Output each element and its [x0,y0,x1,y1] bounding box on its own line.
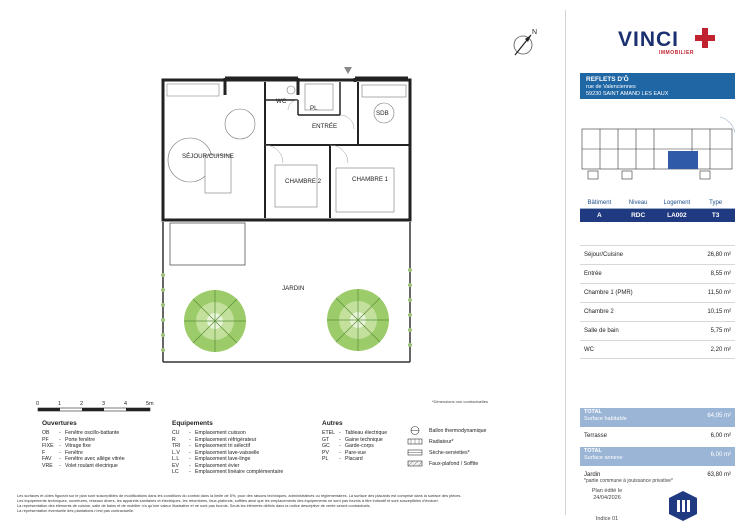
lot-highlight [668,151,698,169]
residence-name: REFLETS D'Ô [586,76,629,83]
ballon-icon [405,426,425,435]
legend-autres: Autres ETEL - Tableau électrique GT - Gaine technique GC - Garde-corps PV - Pare-vue PL - Placard [322,420,388,462]
symbol-label: Radiateur* [429,438,454,445]
room-label-pl: PL [310,105,318,112]
edition-indice: Indice 01 [595,516,619,522]
jardin-row: Jardin 63,80 m² *partie commune à jouissance privative* [584,472,731,484]
surface-row: WC 2,20 m² [580,340,735,359]
legend-equipements: Equipements CU - Emplacement cuisson R - Emplacement réfrigérateur TRI - Emplacement tri sélectif L.V - Emplacement lave-vaisselle L.L - Emplacement lave-linge EV - Emplacement évier LC - Emplacement linéaire complémentaire [172,420,284,475]
lot-value: RDC [631,212,646,219]
key-plan [580,103,735,193]
edition-date: Plan édité le 24/04/2026 [591,488,623,501]
brand-name: VINCI [618,28,680,51]
address-line1: rue de Valenciennes [586,84,636,90]
symbol-legend [405,425,565,469]
dimensions-note: *Dimensions non contractuelles [432,399,489,404]
scale-tick: 0 [36,401,40,407]
room-label-sejour: SÉJOUR/CUISINE [182,153,234,160]
scale-tick: 3 [102,401,106,407]
surface-row: Chambre 2 10,15 m² [580,302,735,321]
radiator-icon [405,437,425,446]
brand-sub: IMMOBILIER [659,50,694,56]
lot-header: Type [696,198,735,209]
lot-header: Niveau [619,198,658,209]
lot-header: Bâtiment [580,198,619,209]
compass-letter: N [532,29,538,36]
address-line2: 59230 SAINT AMAND LES EAUX [586,91,669,97]
tree-icon [184,290,246,352]
symbol-label: Ballon thermodynamique [429,427,487,434]
false-ceiling-icon [405,459,425,468]
scale-tick: 1 [58,401,62,407]
surface-row: Salle de bain 5,75 m² [580,321,735,340]
room-label-chambre2: CHAMBRE 2 [285,178,322,185]
entrance-arrow-icon [344,67,352,74]
room-label-wc: WC [276,98,287,105]
terrasse-row: Terrasse 6,00 m² [584,433,731,439]
room-label-jardin: JARDIN [282,285,305,292]
vinci-logo [618,22,736,58]
surface-row: Séjour/Cuisine 26,80 m² [580,245,735,264]
scale-bar [38,408,150,411]
lot-header: Logement [658,198,697,209]
legal-notice: Les surfaces et côtes figurant sur le plan sont susceptibles de modifications dans les conditions du contrat dans la limite de 5%, pour des raisons techniques, administratives ou réglementaires. La surface des placards est comprise dans la surface des pièces. Les équipements techniques, ouvertures, réseaux divers, les appareils sanitaires et électriques, les retombées, faux-plafonds, soffites ainsi que les emplacements des équipements ne sont pas fournis à titre indicatif et sont susceptibles d'évoluer. La représentation des éléments de cuisine, salle de bains et de mobilier n'a qu'une valeur illustrative et ne sont pas fournis. Seuls les éléments définis dans la notice descriptive de vente seront contractuels. La représentation éventuelle des plantations n'est pas contractuelle. [17,493,462,513]
room-label-sdb: SDB [376,110,389,117]
hexagon-logo-icon [668,490,698,522]
legend-ouvertures: Ouvertures OB - Fenêtre oscillo-battante PF - Porte fenêtre FIXE - Vitrage fixe F - Fenêtre FAV - Fenêtre avec allège vitrée VRE - Volet roulant électrique [42,420,125,469]
room-label-chambre1: CHAMBRE 1 [352,176,389,183]
terrasse-area [170,223,245,265]
symbol-label: Sèche-serviettes* [429,449,470,456]
lot-value: T3 [711,212,720,219]
lot-value: LA002 [667,212,687,219]
scale-tick: 2 [80,401,84,407]
surface-row: Chambre 1 (PMR) 11,50 m² [580,283,735,302]
surface-row: Entrée 8,55 m² [580,264,735,283]
symbol-label: Faux-plafond / Soffite [429,460,479,467]
brand-cross-icon [694,27,716,49]
address-box [580,73,735,99]
total-annexe: TOTAL Surface annexe 6,00 m² [580,447,735,466]
lot-table [580,198,735,222]
towel-dryer-icon [405,448,425,457]
surfaces-table [580,245,735,359]
scale-tick: 4 [124,401,128,407]
furniture [167,84,406,212]
tree-icon [327,289,389,351]
scale-tick: 5m [146,401,154,407]
room-label-entree: ENTRÉE [312,123,338,130]
total-habitable: TOTAL Surface habitable 64,95 m² [580,408,735,427]
lot-value: A [597,212,602,219]
compass-icon [514,35,532,55]
